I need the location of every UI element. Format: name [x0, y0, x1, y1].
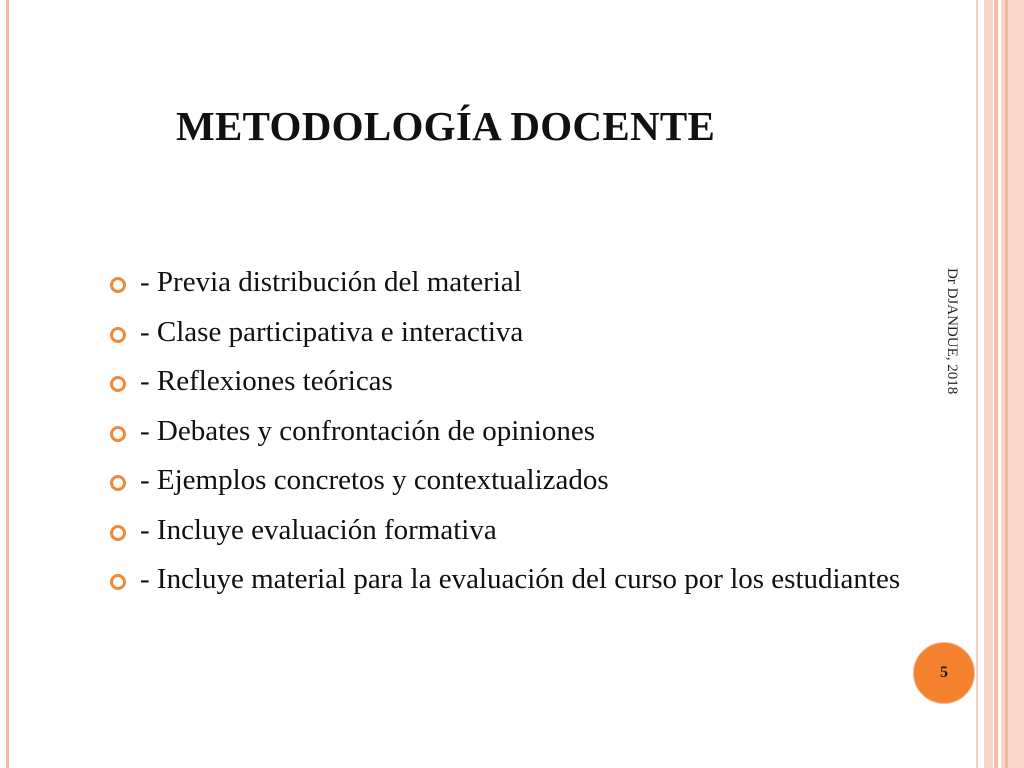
right-border-band — [976, 0, 978, 768]
author-credit: Dr DJANDUE, 2018 — [944, 268, 960, 395]
bullet-text: - Ejemplos concretos y contextualizados — [140, 464, 609, 496]
right-border-band — [994, 0, 998, 768]
hollow-circle-bullet-icon — [110, 574, 126, 590]
list-item — [110, 363, 910, 399]
hollow-circle-bullet-icon — [110, 277, 126, 293]
list-item — [110, 413, 910, 449]
list-item — [110, 512, 910, 548]
bullet-text: - Incluye evaluación formativa — [140, 513, 497, 546]
list-item — [110, 264, 910, 300]
hollow-circle-bullet-icon — [110, 475, 126, 491]
hollow-circle-bullet-icon — [110, 376, 126, 392]
bullet-text: - Reflexiones teóricas — [140, 365, 393, 397]
bullet-list — [110, 264, 910, 611]
list-item — [110, 314, 910, 350]
right-border-band — [1005, 0, 1008, 768]
slide-title: METODOLOGÍA DOCENTE — [176, 103, 716, 149]
page-number-badge: 5 — [913, 642, 975, 704]
list-item — [110, 462, 910, 498]
left-border-stripe — [6, 0, 9, 768]
bullet-text: - Previa distribución del material — [140, 266, 522, 298]
hollow-circle-bullet-icon — [110, 525, 126, 541]
list-item — [110, 561, 910, 597]
hollow-circle-bullet-icon — [110, 327, 126, 343]
bullet-text: - Incluye material para la evaluación del curso por los estudiantes — [140, 563, 901, 595]
bullet-text: - Debates y confrontación de opiniones — [140, 414, 595, 447]
right-border-band — [984, 0, 993, 768]
hollow-circle-bullet-icon — [110, 426, 126, 442]
bullet-text: - Clase participativa e interactiva — [140, 315, 524, 348]
